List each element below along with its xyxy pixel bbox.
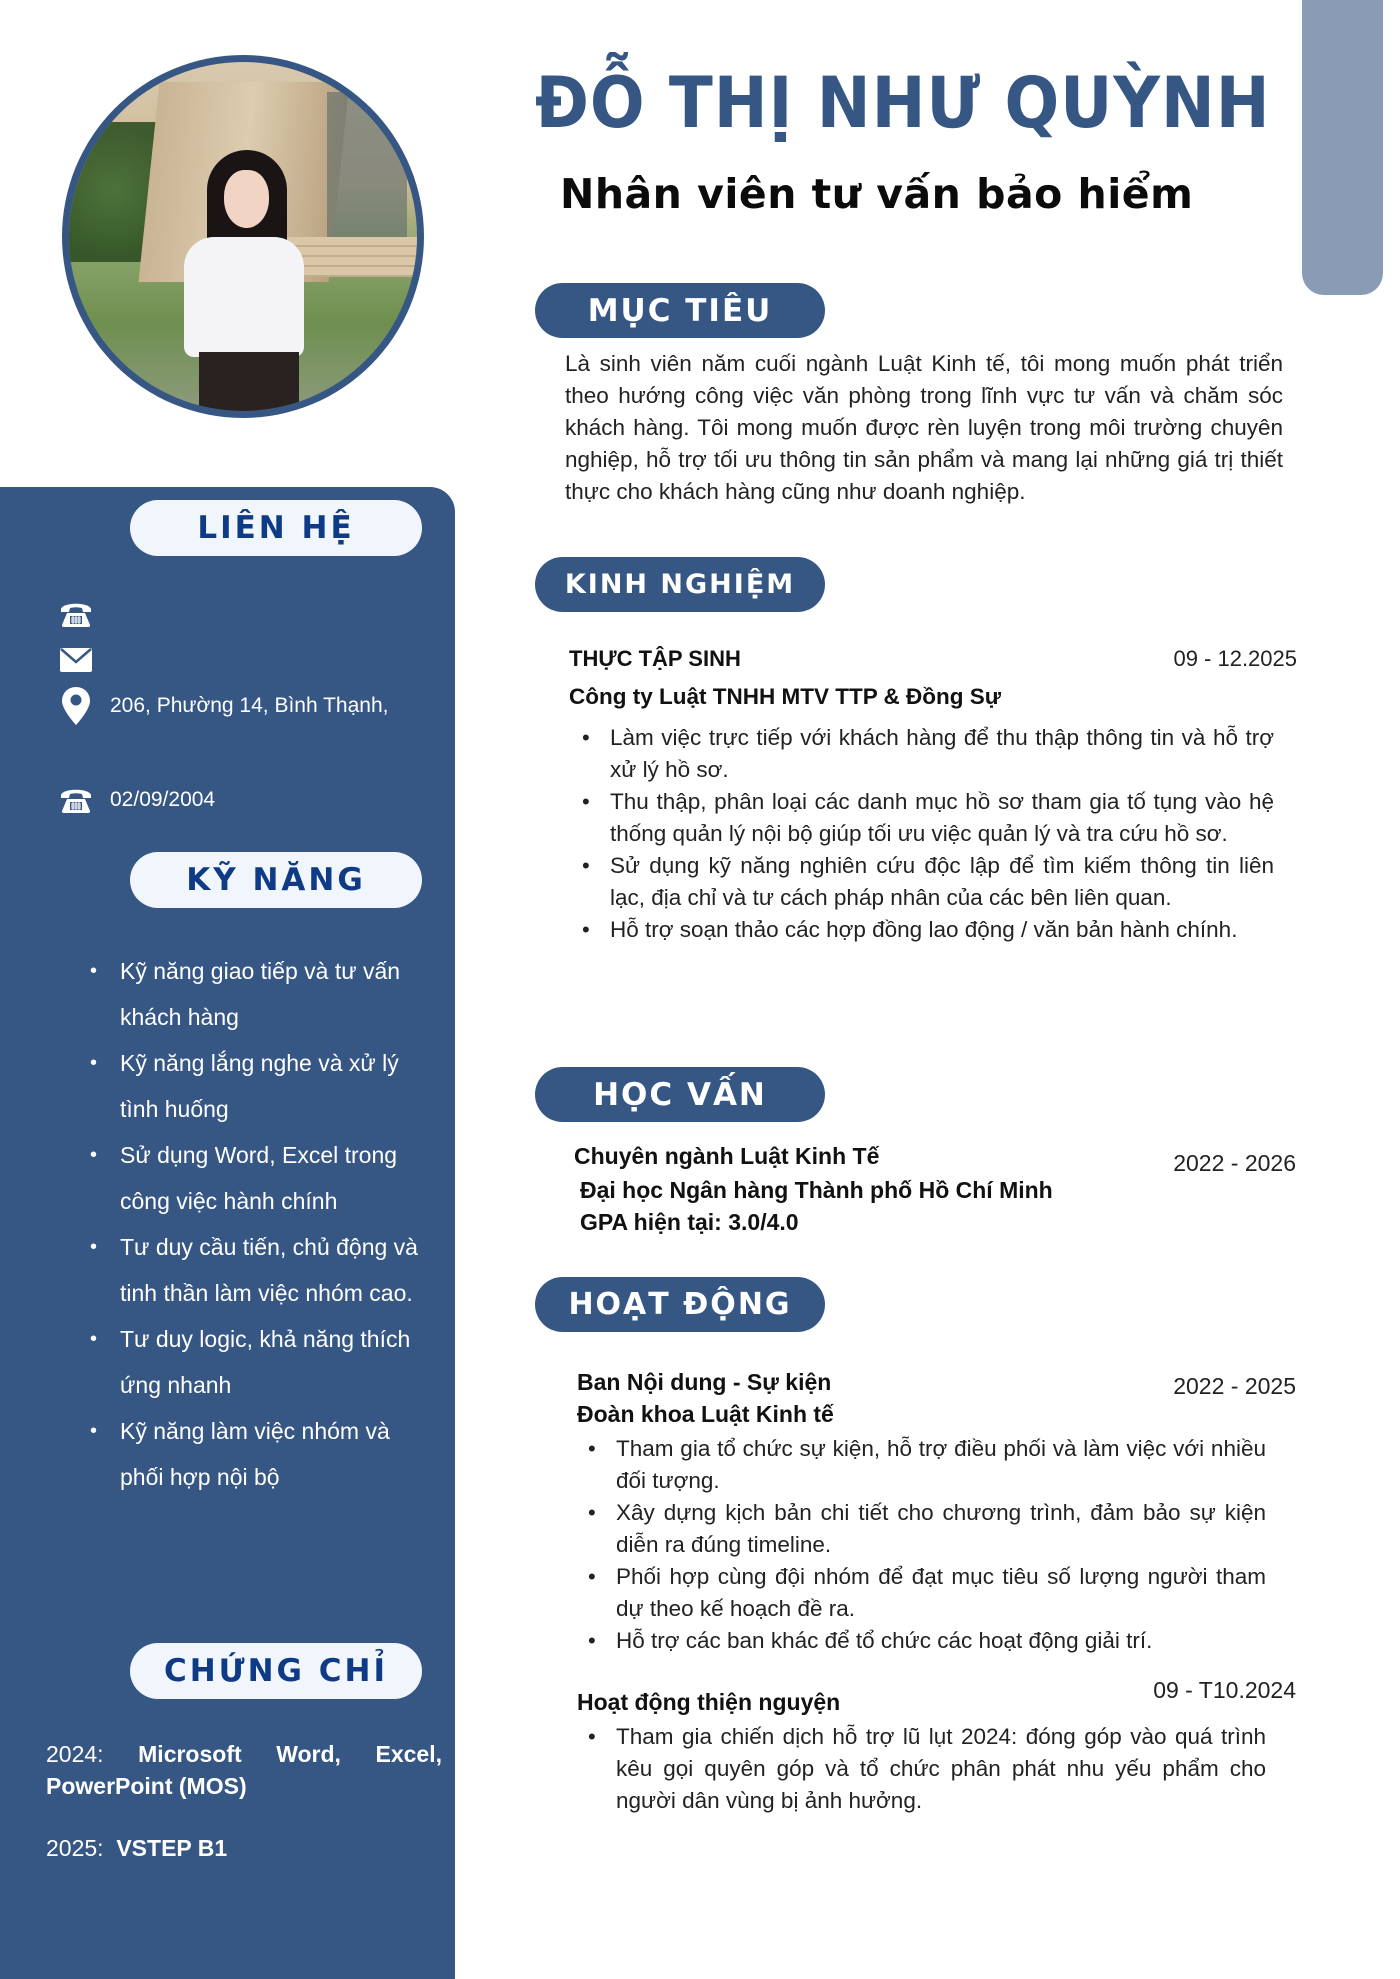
profile-photo [62, 55, 424, 418]
job-title: Nhân viên tư vấn bảo hiểm [560, 170, 1194, 218]
activity-bullet: • Tham gia chiến dịch hỗ trợ lũ lụt 2024: đóng góp vào quá trình kêu gọi quyên góp và tổ chức phân phát nhu yếu phẩm cho người dân vùng bị ảnh hưởng. [582, 1721, 1266, 1817]
skill-item: • Kỹ năng giao tiếp và tư vấn khách hàng [90, 948, 420, 1040]
experience-heading: KINH NGHIỆM [535, 557, 825, 612]
accent-bar [1302, 0, 1383, 295]
photo-glass [327, 92, 407, 242]
skill-item: • Kỹ năng lắng nghe và xử lý tình huống [90, 1040, 420, 1132]
contact-address [58, 688, 388, 724]
skill-item: • Kỹ năng làm việc nhóm và phối hợp nội bộ [90, 1408, 420, 1500]
activity-bullets [582, 1433, 1266, 1657]
education-heading: HỌC VẤN [535, 1067, 825, 1122]
education-date: 2022 - 2026 [1173, 1150, 1296, 1176]
objective-heading: MỤC TIÊU [535, 283, 825, 338]
experience-bullet: • Sử dụng kỹ năng nghiên cứu độc lập để tìm kiếm thông tin liên lạc, địa chỉ và tư cách pháp nhân của các bên liên quan. [576, 850, 1274, 914]
experience-bullets [576, 722, 1274, 946]
experience-company: Công ty Luật TNHH MTV TTP & Đồng Sự [569, 684, 1002, 709]
experience-date: 09 - 12.2025 [1173, 646, 1297, 671]
phone-icon [58, 782, 94, 818]
activity-title: Ban Nội dung - Sự kiện [577, 1369, 832, 1395]
contact-birthdate [58, 782, 215, 818]
activity-subtitle: Đoàn khoa Luật Kinh tế [577, 1401, 834, 1427]
photo-shirt [184, 237, 304, 357]
contact-heading: LIÊN HỆ [130, 500, 422, 556]
skill-item: • Tư duy logic, khả năng thích ứng nhanh [90, 1316, 420, 1408]
location-pin-icon [58, 688, 94, 724]
certificate-item [46, 1738, 442, 1802]
skill-item: • Tư duy cầu tiến, chủ động và tinh thần làm việc nhóm cao. [90, 1224, 420, 1316]
activities-heading: HOẠT ĐỘNG [535, 1277, 825, 1332]
skills-heading: KỸ NĂNG [130, 852, 422, 908]
education-gpa: GPA hiện tại: 3.0/4.0 [580, 1209, 799, 1235]
education-school: Đại học Ngân hàng Thành phố Hồ Chí Minh [580, 1177, 1053, 1203]
skills-list [90, 948, 420, 1500]
skill-item: • Sử dụng Word, Excel trong công việc hành chính [90, 1132, 420, 1224]
certificate-year: 2024: [46, 1741, 104, 1767]
objective-text: Là sinh viên năm cuối ngành Luật Kinh tế, tôi mong muốn phát triển theo hướng công việc văn phòng trong lĩnh vực tư vấn và chăm sóc khách hàng. Tôi mong muốn được rèn luyện trong môi trường chuyên nghiệp, hỗ trợ tối ưu thông tin sản phẩm và mang lại những giá trị thiết thực cho khách hàng cũng như doanh nghiệp. [565, 351, 1283, 504]
photo-face [224, 170, 269, 228]
certificate-name: Microsoft Word, Excel, PowerPoint (MOS) [46, 1741, 443, 1799]
activity-bullet: • Xây dựng kịch bản chi tiết cho chương trình, đảm bảo sự kiện diễn ra đúng timeline. [582, 1497, 1266, 1561]
contact-email [58, 642, 110, 678]
contact-phone [58, 596, 110, 632]
candidate-name: ĐỖ THỊ NHƯ QUỲNH [535, 62, 1271, 144]
experience-bullet: • Hỗ trợ soạn thảo các hợp đồng lao động / văn bản hành chính. [576, 914, 1274, 946]
experience-role: THỰC TẬP SINH [569, 646, 741, 671]
photo-skirt [199, 352, 299, 418]
activity-bullets [582, 1721, 1266, 1817]
certificate-year: 2025: [46, 1835, 104, 1861]
contact-birthdate-text: 02/09/2004 [110, 788, 216, 811]
education-major: Chuyên ngành Luật Kinh Tế [574, 1143, 880, 1169]
activity-date: 09 - T10.2024 [1153, 1677, 1296, 1703]
activity-bullet: • Hỗ trợ các ban khác để tổ chức các hoạt động giải trí. [582, 1625, 1266, 1657]
activity-bullet: • Phối hợp cùng đội nhóm để đạt mục tiêu số lượng người tham dự theo kế hoạch đề ra. [582, 1561, 1266, 1625]
email-icon [58, 642, 94, 678]
certificate-item [46, 1832, 442, 1864]
experience-bullet: • Làm việc trực tiếp với khách hàng để thu thập thông tin và hỗ trợ xử lý hồ sơ. [576, 722, 1274, 786]
activity-bullet: • Tham gia tổ chức sự kiện, hỗ trợ điều phối và làm việc với nhiều đối tượng. [582, 1433, 1266, 1497]
phone-icon [58, 596, 94, 632]
certificate-name: VSTEP B1 [116, 1835, 228, 1861]
activity-date: 2022 - 2025 [1173, 1373, 1296, 1399]
contact-address-text: 206, Phường 14, Bình Thạnh, [110, 694, 389, 717]
certificates-heading: CHỨNG CHỈ [130, 1643, 422, 1699]
experience-bullet: • Thu thập, phân loại các danh mục hồ sơ tham gia tố tụng vào hệ thống quản lý nội bộ giúp tối ưu việc quản lý và tra cứu hồ sơ. [576, 786, 1274, 850]
activity-title: Hoạt động thiện nguyện [577, 1689, 841, 1715]
